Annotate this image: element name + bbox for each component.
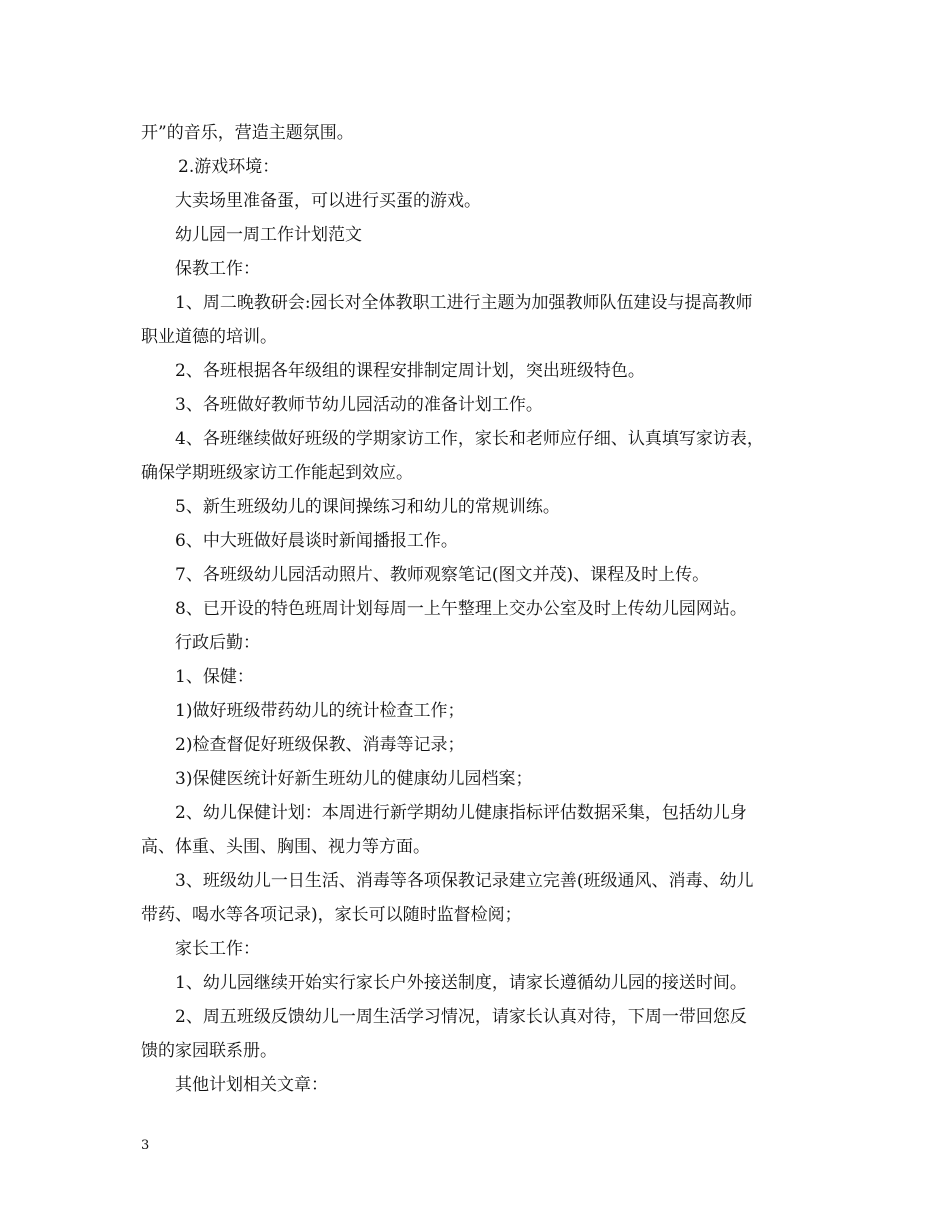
text-line: 家长工作： xyxy=(175,939,260,959)
text-line: 4、各班继续做好班级的学期家访工作，家长和老师应仔细、认真填写家访表， xyxy=(175,429,764,449)
text-line: 5、新生班级幼儿的课间操练习和幼儿的常规训练。 xyxy=(175,497,560,517)
text-line: 职业道德的培训。 xyxy=(141,327,277,347)
page-number: 3 xyxy=(141,1138,150,1153)
document-body xyxy=(141,116,811,1102)
text-line: 保教工作： xyxy=(175,259,260,279)
text-line: 8、已开设的特色班周计划每周一上午整理上交办公室及时上传幼儿园网站。 xyxy=(175,599,747,619)
text-line: 确保学期班级家访工作能起到效应。 xyxy=(141,463,413,483)
text-line: 馈的家园联系册。 xyxy=(141,1041,277,1061)
text-line: 高、体重、头围、胸围、视力等方面。 xyxy=(141,837,430,857)
text-line: 3、班级幼儿一日生活、消毒等各项保教记录建立完善(班级通风、消毒、幼儿 xyxy=(175,871,754,891)
text-line: 1、周二晚教研会:园长对全体教职工进行主题为加强教师队伍建设与提高教师 xyxy=(175,293,753,313)
text-line: 7、各班级幼儿园活动照片、教师观察笔记(图文并茂)、课程及时上传。 xyxy=(175,565,710,585)
text-line: 2.游戏环境： xyxy=(178,157,280,177)
text-line: 开”的音乐，营造主题氛围。 xyxy=(141,123,354,143)
text-line: 2、周五班级反馈幼儿一周生活学习情况，请家长认真对待，下周一带回您反 xyxy=(175,1007,747,1027)
text-line: 幼儿园一周工作计划范文 xyxy=(175,225,362,245)
text-line: 行政后勤： xyxy=(175,633,260,653)
text-line: 大卖场里准备蛋，可以进行买蛋的游戏。 xyxy=(175,191,481,211)
text-line: 6、中大班做好晨谈时新闻播报工作。 xyxy=(175,531,458,551)
text-line: 2、各班根据各年级组的课程安排制定周计划，突出班级特色。 xyxy=(175,361,645,381)
text-line: 1、幼儿园继续开始实行家长户外接送制度，请家长遵循幼儿园的接送时间。 xyxy=(175,973,747,993)
text-line: 2)检查督促好班级保教、消毒等记录； xyxy=(175,735,465,755)
text-line: 1)做好班级带药幼儿的统计检查工作； xyxy=(175,701,465,721)
text-line: 带药、喝水等各项记录)，家长可以随时监督检阅； xyxy=(141,905,522,925)
text-line: 3)保健医统计好新生班幼儿的健康幼儿园档案； xyxy=(175,769,533,789)
text-line: 2、幼儿保健计划：本周进行新学期幼儿健康指标评估数据采集，包括幼儿身 xyxy=(175,803,747,823)
text-line: 1、保健： xyxy=(175,667,254,687)
text-line: 3、各班做好教师节幼儿园活动的准备计划工作。 xyxy=(175,395,543,415)
text-line: 其他计划相关文章： xyxy=(175,1075,328,1095)
